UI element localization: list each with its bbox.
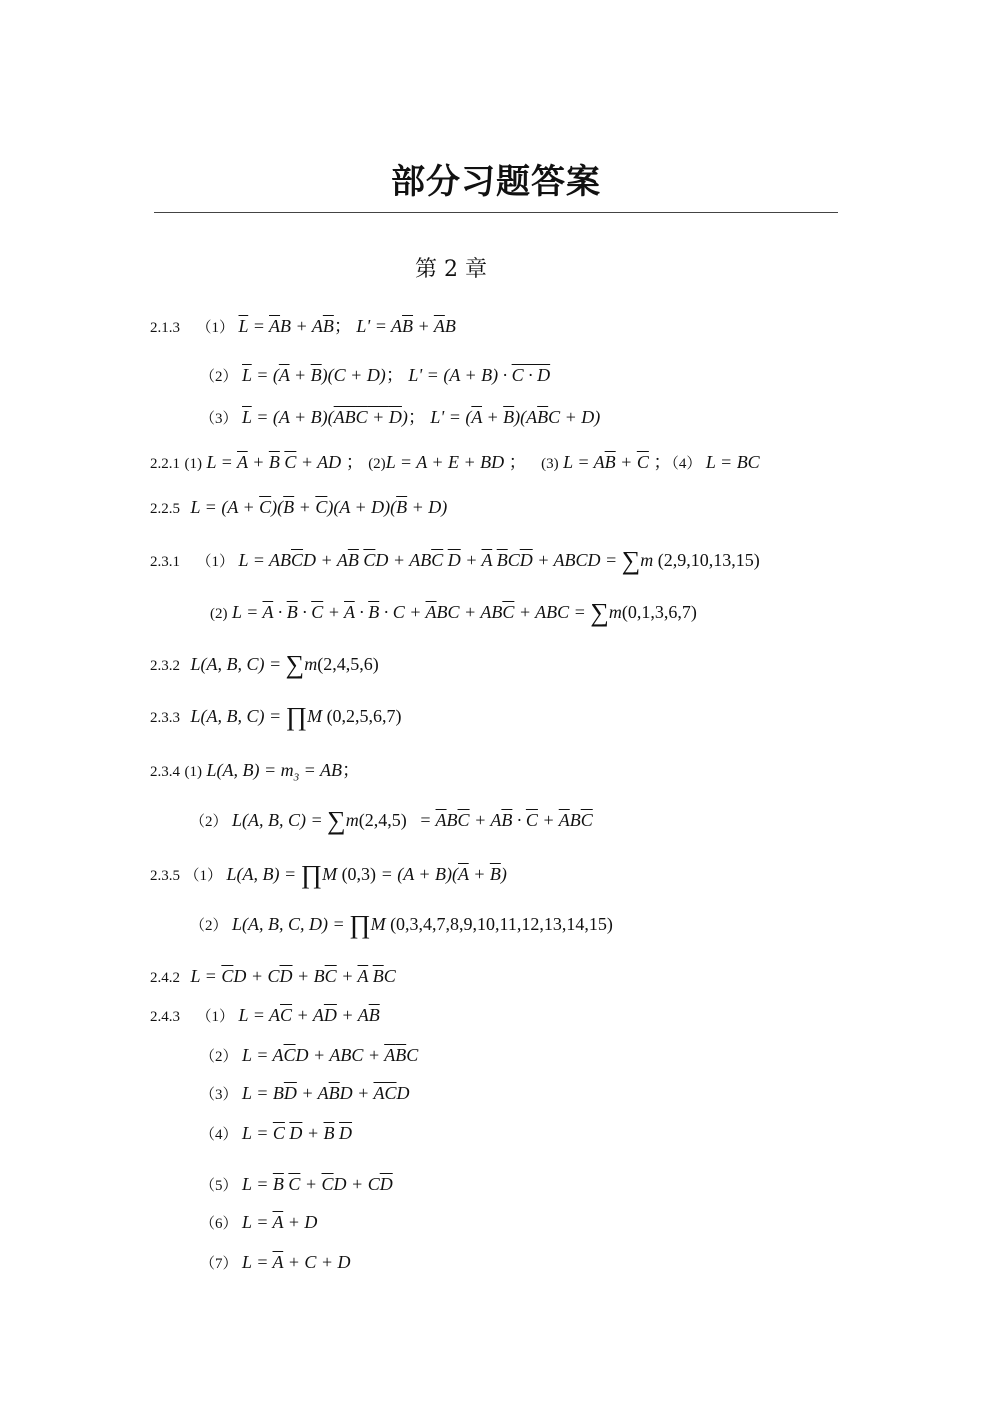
answer-2-4-3-part-4: （4） $L = \overline{C}$ $\overline{D} + \overline{B}$ $\overline{D}$ <box>200 1123 353 1143</box>
answer-2-4-3-part-2: （2） $L = A\overline{C}D$ + ABC + $\overline{A}\overline{B}C$ <box>200 1045 419 1065</box>
answer-2-3-3: 2.3.3 L(A, B, C) = ∏M (0,2,5,6,7) <box>150 702 402 731</box>
chapter-heading: 第 2 章 <box>415 257 487 282</box>
answer-2-2-1: 2.2.1 (1) $L = \overline{A} + \overline{B}$ $\overline{C}$ + AD ； (2)L = A + E + BD ； (3) $L = A\overline{B} + \overline{C}$ ；（4） L = BC <box>150 452 760 472</box>
answer-2-3-5-part-2: （2） L(A, B, C, D) = ∏M (0,3,4,7,8,9,10,11,12,13,14,15) <box>190 910 613 939</box>
answer-2-4-3-part-1: 2.4.3 （1） $L = A\overline{C} + A\overline{D} + A\overline{B}$ <box>150 1005 380 1025</box>
answer-2-3-4-part-1: 2.3.4 (1) L(A, $B) = m_3$ = AB； <box>150 760 360 784</box>
answer-2-4-2: 2.4.2 $L = \overline{C}D + C\overline{D} + B\overline{C} + \overline{A}$ $\overline{B}C$ <box>150 966 396 986</box>
answer-2-3-5-part-1: 2.3.5 （1） L(A, B) = ∏M $(0,3) = (A + B)(\overline{A} + \overline{B})$ <box>150 860 507 889</box>
answer-2-4-3-part-3: （3） $L = B\overline{D} + A\overline{B}D + \overline{A}\overline{C}D$ <box>200 1083 410 1103</box>
answer-2-2-5: 2.2.5 $L = (A + \overline{C})(\overline{B} + \overline{C})(A + D)(\overline{B} + D)$ <box>150 497 448 517</box>
page-title: 部分习题答案 <box>391 162 601 202</box>
answer-2-4-3-part-5: （5） $L = \overline{B}$ $\overline{C} + \overline{C}D + C\overline{D}$ <box>200 1174 393 1194</box>
title-divider <box>154 212 838 213</box>
answer-2-1-3-part-2: （2） $\overline{L} = (\overline{A} + \overline{B})(C + D)$； L' = (A + B) · C · D <box>200 365 551 385</box>
answer-2-3-4-part-2: （2） L(A, B, $C) = \sum m(2,4,5) = \overline{A}B\overline{C} + A\overline{B} \cdot \overline{C} + \overline{A}B\overline{C}$ <box>190 806 593 835</box>
answer-2-3-1-part-2: (2) $L = \overline{A} \cdot \overline{B} \cdot \overline{C} + \overline{A} \cdot \overline{B} \cdot C + \overline{A}BC + AB\overline{C}$ + ABC = ∑m(0,1,3,6,7) <box>210 598 697 627</box>
answer-2-1-3-part-1: 2.1.3 （1） $\overline{L} = \overline{A}B + A\overline{B}$； $L' = A\overline{B} + \overline{A}B$ <box>150 316 456 336</box>
answer-2-3-1-part-1: 2.3.1 （1） $L = AB\overline{C}D + A\overline{B}$ $\overline{C}D + AB\overline{C}$ $\overline{D} + \overline{A}$ $\overline{B}C\overline{D}$ + ABCD = ∑m (2,9,10,13,15) <box>150 546 760 575</box>
answer-2-4-3-part-6: （6） $L = \overline{A} + D$ <box>200 1212 318 1232</box>
answer-2-3-2: 2.3.2 L(A, B, C) = ∑m(2,4,5,6) <box>150 650 379 679</box>
answer-2-1-3-part-3: （3） $\overline{L} = (A + B)(ABC + D)$； $L' = (\overline{A} + \overline{B})(A\overline{B}C + D)$ <box>200 407 601 427</box>
answer-2-4-3-part-7: （7） $L = \overline{A} + C + D$ <box>200 1252 351 1272</box>
